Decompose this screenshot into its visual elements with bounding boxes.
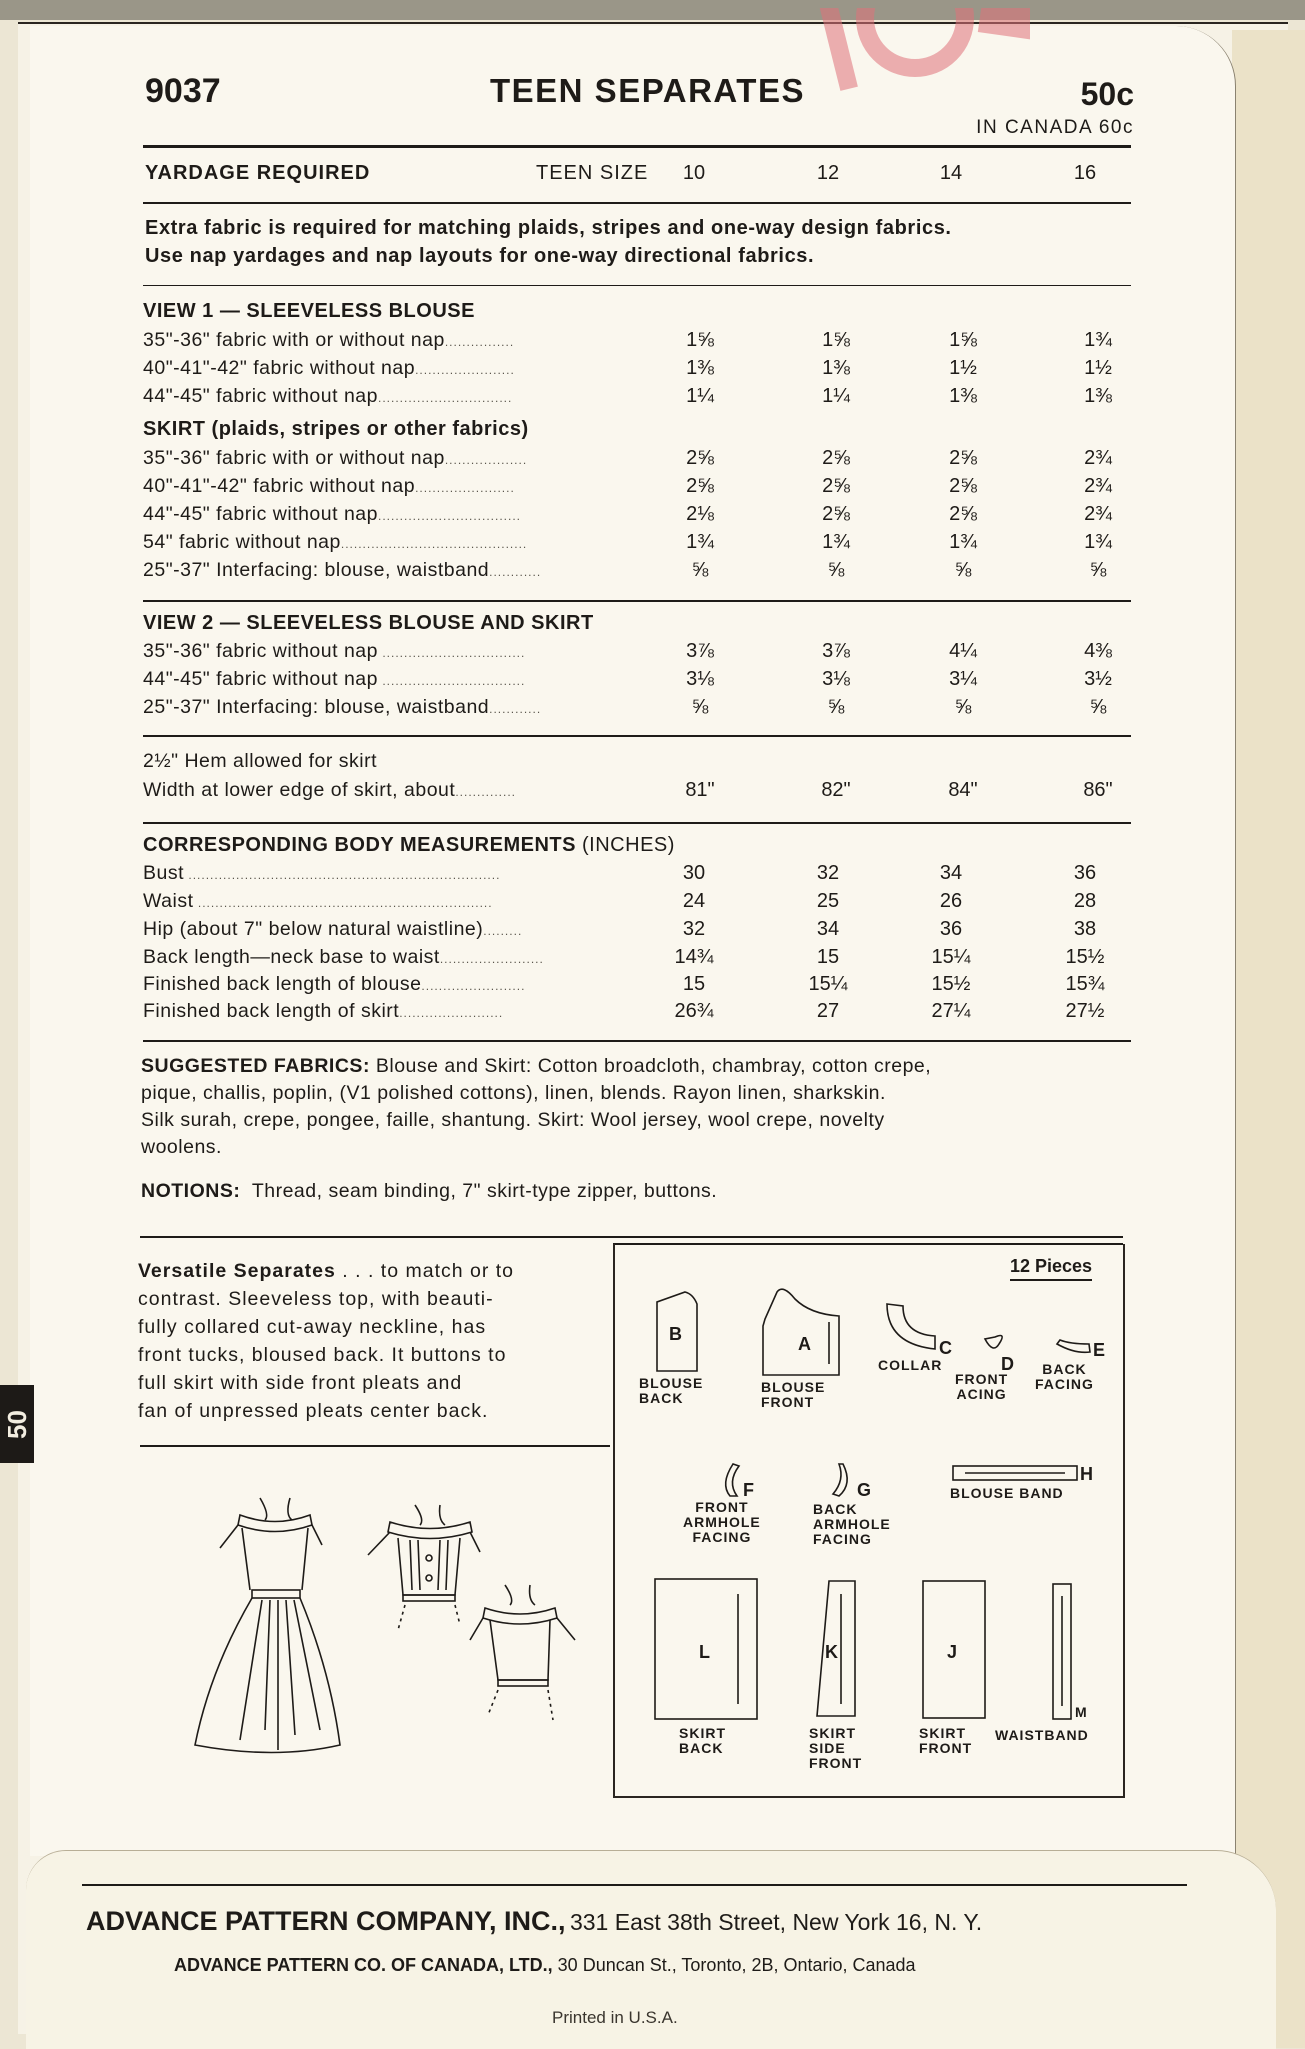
value: 15½ [1065, 946, 1105, 968]
value: 1¾ [1084, 329, 1112, 351]
canada-company-name: ADVANCE PATTERN CO. OF CANADA, LTD., [174, 1955, 553, 1975]
dress-front-illustration [195, 1498, 340, 1753]
description-line: contrast. Sleeveless top, with beauti- [138, 1288, 494, 1310]
value: 3⅛ [686, 668, 714, 690]
fabrics-line: pique, challis, poplin, (V1 polished cottons), linen, blends. Rayon linen, sharkskin. [141, 1082, 886, 1104]
value: 86" [1083, 779, 1113, 801]
value: 1¾ [822, 531, 850, 553]
value: 2⅝ [949, 447, 977, 469]
value: ⅝ [1089, 559, 1107, 581]
value: 3⅞ [686, 640, 714, 662]
value: ⅝ [954, 696, 972, 718]
piece-g-shape [833, 1464, 847, 1496]
value: 34 [939, 862, 963, 884]
value: 4¼ [949, 640, 977, 662]
value: 2⅝ [949, 475, 977, 497]
fabrics-label: SUGGESTED FABRICS: [141, 1055, 370, 1077]
notions [141, 1178, 717, 1205]
value: ⅝ [1089, 696, 1107, 718]
row-label: 54" fabric without nap [143, 531, 341, 553]
value: 1¾ [1084, 531, 1112, 553]
value: 15¾ [1065, 973, 1105, 995]
canada-line [174, 1955, 916, 1976]
row-label: 35"-36" fabric with or without nap [143, 447, 445, 469]
piece-letter: H [1080, 1464, 1093, 1484]
value: ⅝ [691, 696, 709, 718]
value: 27½ [1065, 1000, 1105, 1022]
value: 36 [939, 918, 963, 940]
row-label: 35"-36" fabric with or without nap [143, 329, 445, 351]
piece-label-waistband: WAISTBAND [995, 1727, 1089, 1743]
pieces-count: 12 Pieces [1010, 1256, 1092, 1281]
value: 1¾ [949, 531, 977, 553]
value: 81" [685, 779, 715, 801]
value: 2⅛ [686, 503, 714, 525]
fabrics-line: woolens. [141, 1136, 222, 1158]
piece-letter: D [1001, 1354, 1014, 1374]
value: ⅝ [691, 559, 709, 581]
description-line: full skirt with side front pleats and [138, 1372, 463, 1394]
piece-letter: M [1075, 1704, 1087, 1720]
piece-label-blouse-front: BLOUSE FRONT [761, 1379, 826, 1410]
value: 2⅝ [822, 475, 850, 497]
value: 84" [948, 779, 978, 801]
piece-label-skirt-back: SKIRT BACK [679, 1725, 726, 1756]
size-16: 16 [1073, 162, 1097, 184]
piece-label-blouse-band: BLOUSE BAND [950, 1485, 1064, 1501]
size-label: TEEN SIZE [536, 162, 649, 184]
value: 14¾ [674, 946, 714, 968]
value: 1⅜ [949, 385, 977, 407]
price-stamp [800, 8, 1030, 98]
value: 1½ [1084, 357, 1112, 379]
piece-label-skirt-front: SKIRT FRONT [919, 1725, 973, 1756]
piece-label-skirt-side-front: SKIRT SIDE FRONT [809, 1725, 863, 1771]
value: 15 [816, 946, 840, 968]
row-label: Hip (about 7" below natural waistline) [143, 918, 484, 940]
extra-fabric-note-1: Extra fabric is required for matching plaids, stripes and one-way design fabrics. [145, 217, 952, 239]
piece-letter: J [947, 1642, 958, 1662]
value: 24 [682, 890, 706, 912]
garment-illustrations [170, 1470, 590, 1770]
rule [140, 1236, 1123, 1238]
view2-heading: VIEW 2 — SLEEVELESS BLOUSE AND SKIRT [143, 612, 594, 634]
size-14: 14 [939, 162, 963, 184]
piece-label-blouse-back: BLOUSE BACK [639, 1375, 704, 1406]
printed-in: Printed in U.S.A. [552, 2008, 678, 2027]
company-line [86, 1906, 982, 1937]
piece-letter: G [857, 1480, 872, 1500]
row-label: Back length—neck base to waist [143, 946, 440, 968]
skirt-heading: SKIRT (plaids, stripes or other fabrics) [143, 418, 529, 440]
value: 25 [816, 890, 840, 912]
notions-text: Thread, seam binding, 7" skirt-type zipper, buttons. [251, 1180, 718, 1202]
value: 2⅝ [949, 503, 977, 525]
value: 36 [1073, 862, 1097, 884]
row-label: 35"-36" fabric without nap [143, 640, 378, 662]
price: 50c [1080, 76, 1134, 112]
value: 3½ [1084, 668, 1112, 690]
rule [140, 1445, 610, 1447]
fabrics-line: Blouse and Skirt: Cotton broadcloth, chambray, cotton crepe, [375, 1055, 932, 1077]
piece-label-front-facing: FRONT ACING [955, 1371, 1009, 1402]
value: 1⅜ [822, 357, 850, 379]
value: 4⅜ [1084, 640, 1112, 662]
description [138, 1257, 514, 1425]
description-title: Versatile Separates [138, 1260, 336, 1282]
row-label: 40"-41"-42" fabric without nap [143, 357, 416, 379]
value: 1⅜ [1084, 385, 1112, 407]
rule [143, 202, 1131, 204]
piece-letter: K [825, 1642, 838, 1662]
piece-label-front-armhole-facing: FRONT ARMHOLE FACING [683, 1499, 761, 1545]
piece-letter: F [743, 1480, 754, 1500]
suggested-fabrics [141, 1053, 1131, 1161]
rule [143, 735, 1131, 737]
value: 26 [939, 890, 963, 912]
value: 2¾ [1084, 447, 1112, 469]
rule [143, 600, 1131, 602]
extra-fabric-note-2: Use nap yardages and nap layouts for one-way directional fabrics. [145, 245, 815, 267]
piece-e-shape [1057, 1340, 1090, 1352]
header-rule [143, 145, 1131, 148]
pattern-pieces-box [613, 1244, 1125, 1798]
value: 27 [816, 1000, 840, 1022]
rule [143, 1040, 1131, 1042]
value: 1⅝ [949, 329, 977, 351]
value: 2⅝ [822, 447, 850, 469]
value: 1¾ [686, 531, 714, 553]
side-number-tag: 50 [0, 1385, 34, 1463]
notions-label: NOTIONS: [141, 1180, 241, 1202]
value: 3¼ [949, 668, 977, 690]
company-address: 331 East 38th Street, New York 16, N. Y. [569, 1909, 983, 1935]
value: ⅝ [827, 696, 845, 718]
row-label: Finished back length of blouse [143, 973, 422, 995]
value: 26¾ [674, 1000, 714, 1022]
piece-letter: C [939, 1338, 952, 1358]
piece-letter: B [669, 1324, 682, 1344]
rule [143, 285, 1131, 286]
value: 27¼ [931, 1000, 971, 1022]
value: 3⅛ [822, 668, 850, 690]
canada-address: 30 Duncan St., Toronto, 2B, Ontario, Canada [557, 1955, 916, 1975]
piece-letter: A [798, 1334, 811, 1354]
row-label: Waist [143, 890, 194, 912]
value: 15¼ [931, 946, 971, 968]
view1-heading: VIEW 1 — SLEEVELESS BLOUSE [143, 300, 475, 322]
value: 1½ [949, 357, 977, 379]
piece-c-shape [887, 1304, 935, 1349]
value: 28 [1073, 890, 1097, 912]
row-label: 25"-37" Interfacing: blouse, waistband [143, 696, 490, 718]
row-label: 25"-37" Interfacing: blouse, waistband [143, 559, 490, 581]
size-10: 10 [682, 162, 706, 184]
row-label: Bust [143, 862, 185, 884]
value: 2⅝ [686, 447, 714, 469]
value: 15¼ [808, 973, 848, 995]
row-label: 44"-45" fabric without nap [143, 668, 378, 690]
piece-f-shape [726, 1464, 739, 1496]
value: 30 [682, 862, 706, 884]
value: 3⅞ [822, 640, 850, 662]
value: 32 [816, 862, 840, 884]
value: 1⅝ [686, 329, 714, 351]
row-label: Finished back length of skirt [143, 1000, 400, 1022]
body-measurements-heading [143, 834, 675, 857]
row-label: Width at lower edge of skirt, about [143, 779, 456, 801]
pattern-number: 9037 [145, 72, 221, 110]
piece-label-back-armhole-facing: BACK ARMHOLE FACING [813, 1501, 891, 1547]
pattern-title: TEEN SEPARATES [490, 72, 805, 109]
piece-letter: L [699, 1642, 710, 1662]
row-label: 44"-45" fabric without nap [143, 385, 378, 407]
value: 32 [682, 918, 706, 940]
envelope-right-flap [1232, 30, 1305, 2048]
blouse-back-illustration [470, 1585, 575, 1720]
description-line: fully collared cut-away neckline, has [138, 1316, 487, 1338]
heading-text: CORRESPONDING BODY MEASUREMENTS [143, 834, 576, 856]
blouse-front-illustration [368, 1505, 480, 1630]
value: 2⅝ [686, 475, 714, 497]
value: 34 [816, 918, 840, 940]
piece-letter: E [1093, 1340, 1106, 1360]
value: 15½ [931, 973, 971, 995]
envelope-top-flap [0, 0, 1305, 20]
value: 2¾ [1084, 475, 1112, 497]
value: ⅝ [954, 559, 972, 581]
value: 38 [1073, 918, 1097, 940]
value: 1¼ [822, 385, 850, 407]
hem-allowance: 2½" Hem allowed for skirt [143, 750, 377, 772]
rule [143, 822, 1131, 824]
value: 1¼ [686, 385, 714, 407]
piece-a-shape [763, 1289, 839, 1375]
row-label: 44"-45" fabric without nap [143, 503, 378, 525]
piece-label-collar: COLLAR [878, 1357, 943, 1373]
value: 2¾ [1084, 503, 1112, 525]
yardage-label: YARDAGE REQUIRED [145, 162, 371, 184]
value: 82" [821, 779, 851, 801]
footer-rule [82, 1884, 1187, 1886]
description-line: fan of unpressed pleats center back. [138, 1400, 489, 1422]
unit-text: (INCHES) [582, 834, 675, 856]
value: 2⅝ [822, 503, 850, 525]
value: 1⅝ [822, 329, 850, 351]
company-name: ADVANCE PATTERN COMPANY, INC., [86, 1906, 566, 1936]
value: ⅝ [827, 559, 845, 581]
value: 15 [682, 973, 706, 995]
row-label: 40"-41"-42" fabric without nap [143, 475, 416, 497]
fabrics-line: Silk surah, crepe, pongee, faille, shantung. Skirt: Wool jersey, wool crepe, novelty [141, 1109, 885, 1131]
value: 1⅜ [686, 357, 714, 379]
piece-label-back-facing: BACK FACING [1035, 1361, 1094, 1392]
price-canada: IN CANADA 60c [976, 117, 1134, 138]
piece-d-shape [985, 1336, 1002, 1348]
size-12: 12 [816, 162, 840, 184]
description-line: . . . to match or to [342, 1260, 515, 1282]
description-line: front tucks, bloused back. It buttons to [138, 1344, 507, 1366]
